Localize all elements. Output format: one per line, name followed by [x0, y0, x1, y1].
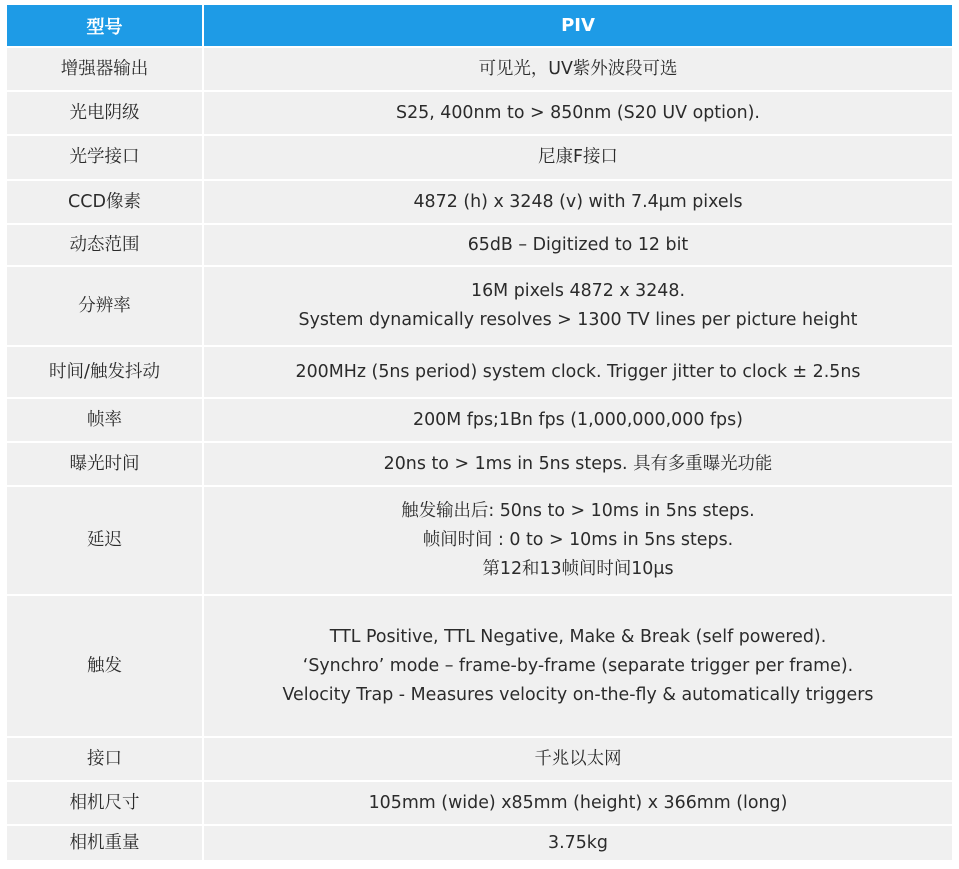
- value-line: 4872 (h) x 3248 (v) with 7.4μm pixels: [413, 191, 743, 212]
- row-value: [204, 92, 952, 136]
- row-label: 增强器输出: [7, 48, 204, 92]
- row-label: 帧率: [7, 399, 204, 443]
- row-label: 触发: [7, 596, 204, 738]
- value-line: 16M pixels 4872 x 3248.: [471, 281, 685, 301]
- header-model-label: 型号: [7, 5, 204, 48]
- table-row: [7, 267, 952, 347]
- row-value: [204, 136, 952, 181]
- value-line: 200M fps;1Bn fps (1,000,000,000 fps): [413, 409, 743, 430]
- row-label: CCD像素: [7, 181, 204, 225]
- table-row: [7, 443, 952, 487]
- header-row: [7, 5, 952, 48]
- row-label: 光学接口: [7, 136, 204, 181]
- row-value: [204, 443, 952, 487]
- value-line: Velocity Trap - Measures velocity on-the-fly & automatically triggers: [282, 684, 874, 705]
- row-label: 时间/触发抖动: [7, 347, 204, 399]
- row-label: 动态范围: [7, 225, 204, 267]
- table-row: [7, 181, 952, 225]
- header-model-value: PIV: [204, 5, 952, 48]
- spec-table: [7, 5, 952, 862]
- row-value: [204, 596, 952, 738]
- value-line: 3.75kg: [548, 832, 608, 853]
- row-label: 分辨率: [7, 267, 204, 347]
- row-value: [204, 225, 952, 267]
- row-label: 延迟: [7, 487, 204, 596]
- row-label: 光电阴级: [7, 92, 204, 136]
- value-line: S25, 400nm to > 850nm (S20 UV option).: [396, 102, 760, 123]
- row-value: [204, 267, 952, 347]
- value-line: 触发输出后: 50ns to > 10ms in 5ns steps.: [401, 501, 755, 521]
- value-line: 105mm (wide) x85mm (height) x 366mm (long): [368, 792, 788, 813]
- value-line: 可见光，UV紫外波段可选: [478, 58, 678, 79]
- row-label: 相机尺寸: [7, 782, 204, 826]
- table-row: [7, 48, 952, 92]
- row-value: [204, 782, 952, 826]
- value-line: 200MHz (5ns period) system clock. Trigger jitter to clock ± 2.5ns: [295, 361, 861, 382]
- value-line: ‘Synchro’ mode – frame-by-frame (separate trigger per frame).: [302, 655, 854, 676]
- row-label: 接口: [7, 738, 204, 782]
- table-header: [7, 5, 952, 48]
- value-line: System dynamically resolves > 1300 TV lines per picture height: [298, 310, 858, 330]
- row-value: [204, 347, 952, 399]
- row-value: [204, 181, 952, 225]
- value-line: 20ns to > 1ms in 5ns steps. 具有多重曝光功能: [383, 453, 773, 474]
- row-value: [204, 487, 952, 596]
- value-line: 帧间时间 : 0 to > 10ms in 5ns steps.: [422, 530, 734, 550]
- table-row: [7, 347, 952, 399]
- table-row: [7, 596, 952, 738]
- row-value: [204, 826, 952, 862]
- table-row: [7, 92, 952, 136]
- value-line: 第12和13帧间时间10μs: [482, 559, 674, 579]
- value-line: 千兆以太网: [534, 748, 622, 769]
- table-row: [7, 782, 952, 826]
- table-row: [7, 399, 952, 443]
- table-row: [7, 136, 952, 181]
- table-row: [7, 487, 952, 596]
- value-line: 65dB – Digitized to 12 bit: [467, 234, 689, 255]
- table-row: [7, 225, 952, 267]
- row-value: [204, 48, 952, 92]
- value-line: 尼康F接口: [538, 147, 618, 167]
- row-label: 相机重量: [7, 826, 204, 862]
- table-row: [7, 826, 952, 862]
- row-value: [204, 738, 952, 782]
- row-label: 曝光时间: [7, 443, 204, 487]
- row-value: [204, 399, 952, 443]
- value-line: TTL Positive, TTL Negative, Make & Break (self powered).: [329, 626, 827, 647]
- table-body: [7, 48, 952, 862]
- table-row: [7, 738, 952, 782]
